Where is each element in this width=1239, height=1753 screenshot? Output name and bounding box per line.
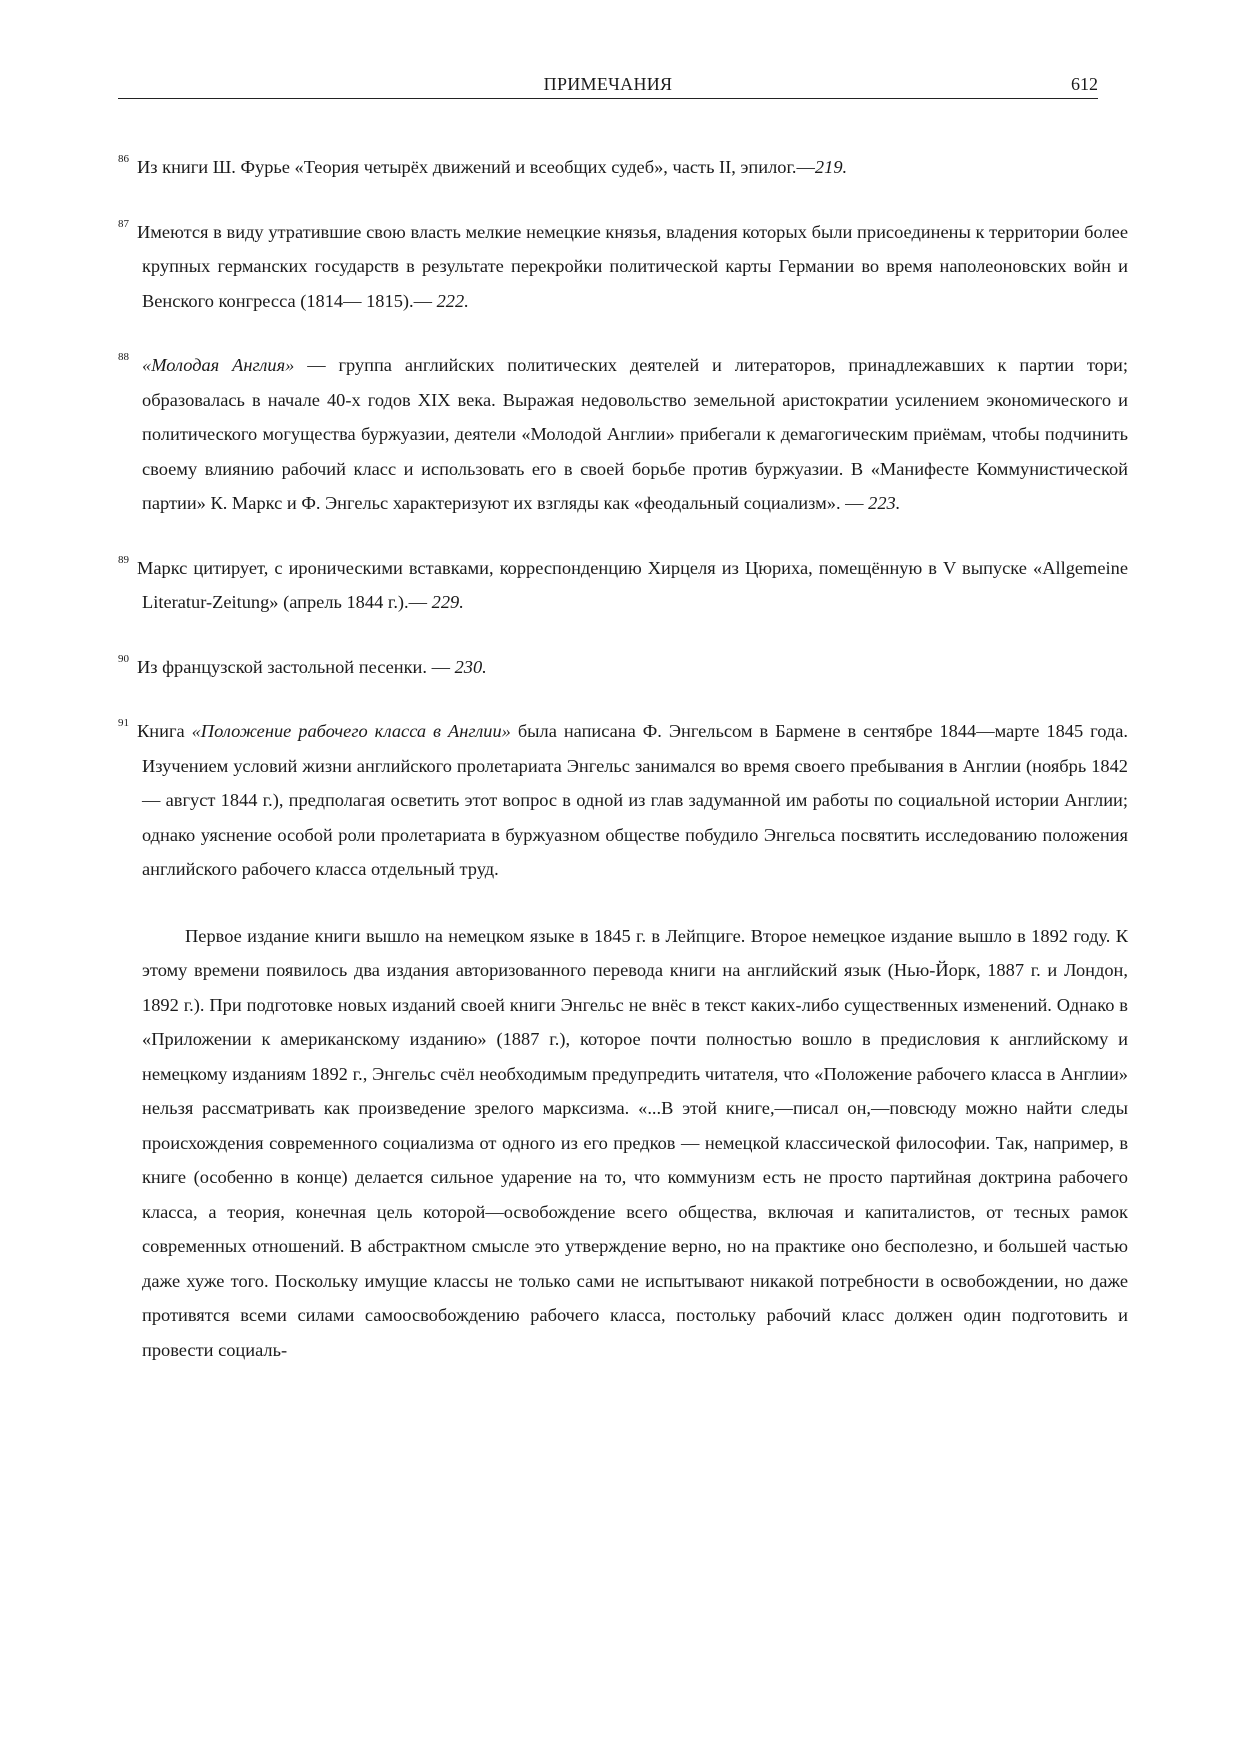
note-91	[118, 714, 1128, 887]
page-reference: 222.	[436, 290, 469, 311]
note-number: 91	[118, 717, 129, 729]
note-number: 90	[118, 652, 129, 665]
note-text: Из книги Ш. Фурье «Теория четырёх движений и всеобщих судеб», часть II, эпилог.—	[137, 157, 815, 177]
note-title: «Положение рабочего класса в Англии»	[191, 721, 511, 741]
note-90	[118, 650, 1128, 685]
note-title: «Молодая Англия»	[142, 355, 295, 375]
page-number: 612	[1071, 74, 1098, 94]
note-number: 89	[118, 553, 129, 566]
notes-body	[118, 150, 1128, 1367]
page-reference: 219.	[814, 157, 848, 177]
note-text: Имеются в виду утратившие свою власть мелкие немецкие князья, владения которых были присоединены к территории более крупных германских государств в результате перекройки политической карты Германии во время наполеоновских войн и Венского конгресса (1814— 1815).—	[137, 221, 1128, 311]
note-87	[118, 215, 1128, 319]
note-86	[118, 150, 1128, 185]
running-header	[118, 72, 1098, 99]
note-text: Из французской застольной песенки. —	[137, 656, 455, 677]
header-title: ПРИМЕЧАНИЯ	[543, 74, 673, 94]
page-reference: 229.	[431, 592, 464, 612]
body-paragraph: Первое издание книги вышло на немецком языке в 1845 г. в Лейпциге. Второе немецкое издание вышло в 1892 году. К этому времени появилось два издания авторизованного перевода книги на английский язык (Нью-Йорк, 1887 г. и Лондон, 1892 г.). При подготовке новых изданий своей книги Энгельс не внёс в текст каких-либо существенных изменений. Однако в «Приложении к американскому изданию» (1887 г.), которое почти полностью вошло в предисловия к английскому и немецкому изданиям 1892 г., Энгельс счёл необходимым предупредить читателя, что «Положение рабочего класса в Англии» нельзя рассматривать как произведение зрелого марксизма. «...В этой книге,—писал он,—повсюду можно найти следы происхождения современного социализма от одного из его предков — немецкой классической философии. Так, например, в книге (особенно в конце) делается сильное ударение на то, что коммунизм есть не просто партийная доктрина рабочего класса, а теория, конечная цель которой—освобождение всего общества, включая и капиталистов, от тесных рамок современных отношений. В абстрактном смысле это утверждение верно, но на практике оно бесполезно, и большей частью даже хуже того. Поскольку имущие классы не только сами не испытывают никакой потребности в освобождении, но даже противятся всеми силами самоосвобождению рабочего класса, постольку рабочий класс должен один подготовить и провести социаль-	[142, 925, 1128, 1360]
note-text: — группа английских политических деятелей и литераторов, принадлежавших к партии тори; образовалась в начале 40-х годов XIX века. Выражая недовольство земельной аристократии усилением экономического и политического могущества буржуазии, деятели «Молодой Англии» прибегали к демагогическим приёмам, чтобы подчинить своему влиянию рабочий класс и использовать его в своей борьбе против буржуазии. В «Манифесте Коммунистической партии» К. Маркс и Ф. Энгельс характеризуют их взгляды как «феодальный социализм». —	[142, 355, 1128, 513]
note-text: Маркс цитирует, с ироническими вставками, корреспонденцию Хирцеля из Цюриха, помещённую в V выпуске «Allgemeine Literatur-Zeitung» (апрель 1844 г.).—	[137, 557, 1128, 612]
note-number: 87	[118, 217, 129, 230]
page-reference: 230.	[454, 656, 487, 677]
note-number: 88	[118, 351, 129, 363]
note-lead: Книга	[137, 721, 192, 741]
page-reference: 223.	[868, 493, 901, 513]
note-88	[118, 348, 1128, 521]
note-text: была написана Ф. Энгельсом в Бармене в сентябре 1844—марте 1845 года. Изучением условий жизни английского пролетариата Энгельс занимался во время своего пребывания в Англии (ноябрь 1842 — август 1844 г.), предполагая осветить этот вопрос в одной из глав задуманной им работы по социальной истории Англии; однако уяснение особой роли пролетариата в буржуазном обществе побудило Энгельса посвятить исследованию положения английского рабочего класса отдельный труд.	[142, 721, 1128, 879]
note-number: 86	[118, 153, 129, 165]
note-89	[118, 551, 1128, 620]
